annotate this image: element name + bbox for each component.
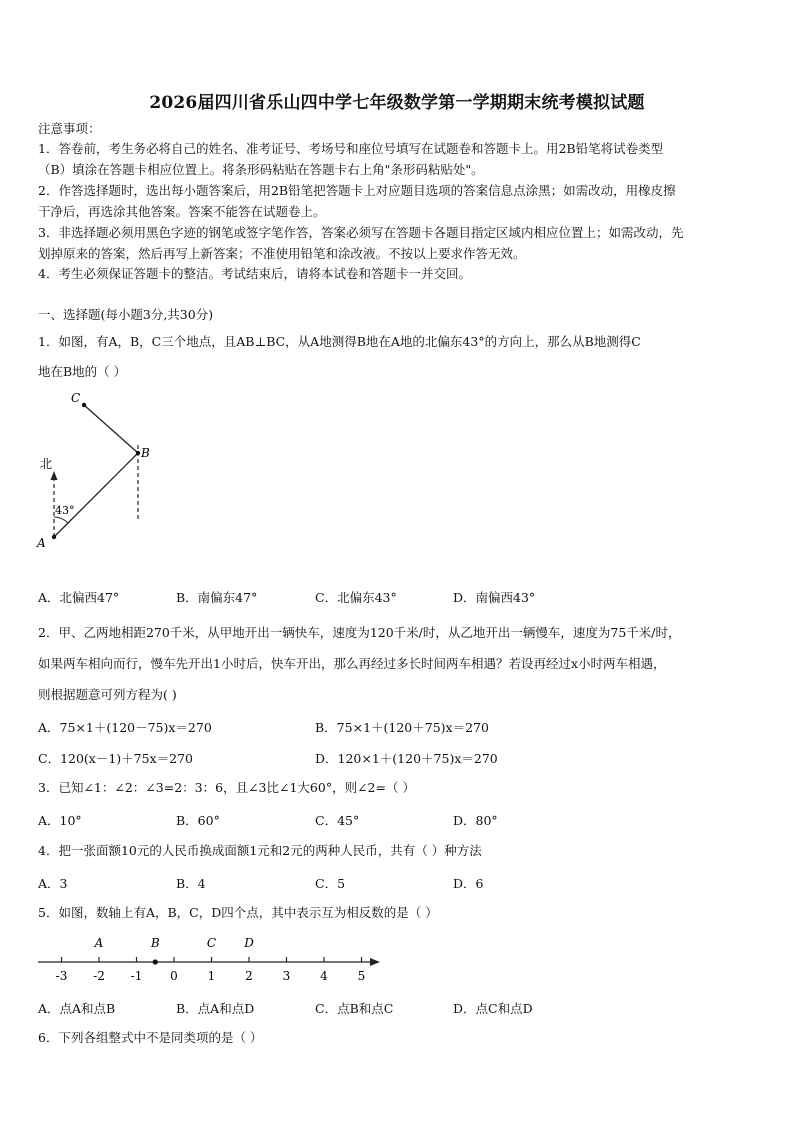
notice-line: 干净后，再选涂其他答案。答案不能答在试题卷上。 [38, 204, 326, 219]
figure-angle-label: 43° [55, 504, 75, 517]
section-heading: 一、选择题(每小题3分,共30分) [38, 307, 214, 322]
question-6-text: 6．下列各组整式中不是同类项的是（ ） [38, 1030, 263, 1045]
question-5-number-line [30, 930, 390, 986]
option-a[interactable]: A．3 [38, 876, 68, 891]
number-line-point-label: D [244, 936, 254, 950]
question-1-text: 地在B地的（ ） [38, 364, 127, 379]
option-b[interactable]: B．南偏东47° [176, 590, 258, 605]
option-b[interactable]: B．60° [176, 813, 220, 828]
option-a[interactable]: A．10° [38, 813, 82, 828]
question-3-text: 3．已知∠1：∠2：∠3=2：3：6，且∠3比∠1大60°，则∠2=（ ） [38, 780, 415, 795]
figure-label-c: C [71, 391, 81, 405]
option-b[interactable]: B．75×1＋(120＋75)x＝270 [315, 720, 489, 735]
notice-heading: 注意事项： [38, 121, 101, 136]
number-line-tick-label: 0 [170, 969, 178, 983]
option-d[interactable]: D．120×1＋(120＋75)x＝270 [315, 751, 498, 766]
option-c[interactable]: C．5 [315, 876, 346, 891]
notice-line: 1．答卷前，考生务必将自己的姓名、准考证号、考场号和座位号填写在试题卷和答题卡上。用2B铅笔将试卷类型 [38, 141, 664, 156]
number-line-tick-label: 5 [357, 969, 366, 983]
figure-label-north: 北 [40, 457, 53, 471]
number-line-tick-label: 1 [207, 969, 216, 983]
question-2-text: 则根据题意可列方程为( ) [38, 687, 177, 702]
option-d[interactable]: D．6 [453, 876, 484, 891]
question-2-text: 如果两车相向而行，慢车先开出1小时后，快车开出，那么再经过多长时间两车相遇？若设再经过x小时两车相遇， [38, 656, 666, 671]
notice-line: 2．作答选择题时，选出每小题答案后，用2B铅笔把答题卡上对应题目选项的答案信息点涂黑；如需改动，用橡皮擦 [38, 183, 676, 198]
option-a[interactable]: A．点A和点B [38, 1001, 116, 1016]
option-a[interactable]: A．北偏西47° [38, 590, 120, 605]
option-c[interactable]: C．120(x－1)＋75x＝270 [38, 751, 193, 766]
question-5-text: 5．如图，数轴上有A，B，C，D四个点，其中表示互为相反数的是（ ） [38, 905, 438, 920]
page-title: 2026届四川省乐山四中学七年级数学第一学期期末统考模拟试题 [149, 93, 645, 113]
question-4-text: 4．把一张面额10元的人民币换成面额1元和2元的两种人民币，共有（ ）种方法 [38, 843, 482, 858]
option-a[interactable]: A．75×1＋(120－75)x＝270 [38, 720, 212, 735]
option-c[interactable]: C．点B和点C [315, 1001, 394, 1016]
option-c[interactable]: C．北偏东43° [315, 590, 397, 605]
number-line-point [153, 959, 158, 964]
number-line-arrow [370, 958, 380, 966]
number-line-tick-label: -1 [130, 969, 143, 983]
figure-label-a: A [37, 536, 46, 550]
option-c[interactable]: C．45° [315, 813, 360, 828]
number-line-point-label: A [94, 936, 104, 950]
notice-line: 3．非选择题必须用黑色字迹的钢笔或签字笔作答，答案必须写在答题卡各题目指定区域内相应位置上；如需改动，先 [38, 225, 684, 240]
notice-line: 划掉原来的答案，然后再写上新答案；不准使用铅笔和涂改液。不按以上要求作答无效。 [38, 246, 526, 261]
question-2-text: 2．甲、乙两地相距270千米，从甲地开出一辆快车，速度为120千米/时，从乙地开出一辆慢车，速度为75千米/时， [38, 625, 681, 640]
number-line-tick-label: 2 [245, 969, 253, 983]
number-line-point-label: B [150, 936, 160, 950]
option-d[interactable]: D．点C和点D [453, 1001, 533, 1016]
number-line-point-label: C [206, 936, 217, 950]
option-b[interactable]: B．点A和点D [176, 1001, 255, 1016]
number-line-tick-label: 4 [320, 969, 328, 983]
figure-label-b: B [141, 446, 150, 460]
option-b[interactable]: B．4 [176, 876, 206, 891]
question-1-figure [30, 385, 170, 560]
option-d[interactable]: D．80° [453, 813, 498, 828]
number-line-tick-label: -2 [93, 969, 105, 983]
number-line-tick-label: -3 [55, 969, 68, 983]
number-line-tick-label: 3 [282, 969, 291, 983]
notice-line: 4．考生必须保证答题卡的整洁。考试结束后，请将本试卷和答题卡一并交回。 [38, 266, 471, 281]
option-d[interactable]: D．南偏西43° [453, 590, 536, 605]
question-1-text: 1．如图，有A，B，C三个地点，且AB⊥BC，从A地测得B地在A地的北偏东43°的方向上，那么从B地测得C [38, 334, 641, 349]
notice-line: （B）填涂在答题卡相应位置上。将条形码粘贴在答题卡右上角"条形码粘贴处"。 [38, 162, 484, 177]
